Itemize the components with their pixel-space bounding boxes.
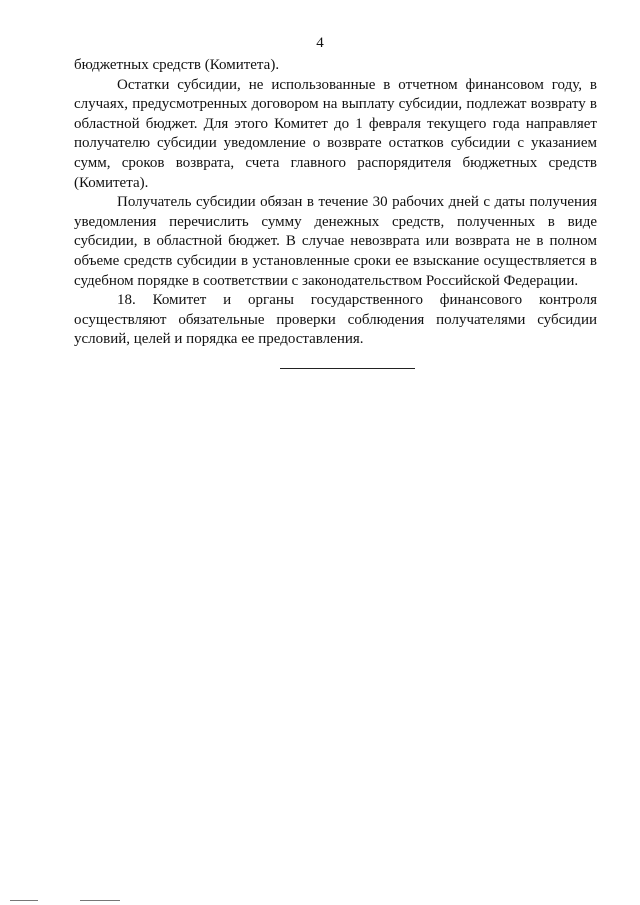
paragraph-item-18: 18. Комитет и органы государственного финансового контроля осуществляют обязательные проверки соблюдения получателями субсидии условий, целей и порядка ее предоставления. bbox=[74, 292, 597, 348]
paragraph-continuation: бюджетных средств (Комитета). bbox=[74, 57, 280, 73]
page-number: 4 bbox=[316, 35, 324, 51]
end-divider-line bbox=[280, 368, 415, 369]
document-body bbox=[74, 56, 597, 350]
paragraph-recipient-obligation: Получатель субсидии обязан в течение 30 рабочих дней с даты получения уведомления перечислить сумму денежных средств, полученных в виде субсидии, в областной бюджет. В случае невозврата или возврата не в полном объеме средств субсидии в установленные сроки ее взыскание осуществляется в судебном порядке в соответствии с законодательством Российской Федерации. bbox=[74, 194, 597, 289]
scan-edge-mark bbox=[80, 900, 120, 901]
scan-edge-mark bbox=[10, 900, 38, 901]
paragraph-subsidy-remainders: Остатки субсидии, не использованные в отчетном финансовом году, в случаях, предусмотренных договором на выплату субсидии, подлежат возврату в областной бюджет. Для этого Комитет до 1 февраля текущего года направляет получателю субсидии уведомление о возврате остатков субсидии с указанием сумм, сроков возврата, счета главного распорядителя бюджетных средств (Комитета). bbox=[74, 76, 597, 191]
